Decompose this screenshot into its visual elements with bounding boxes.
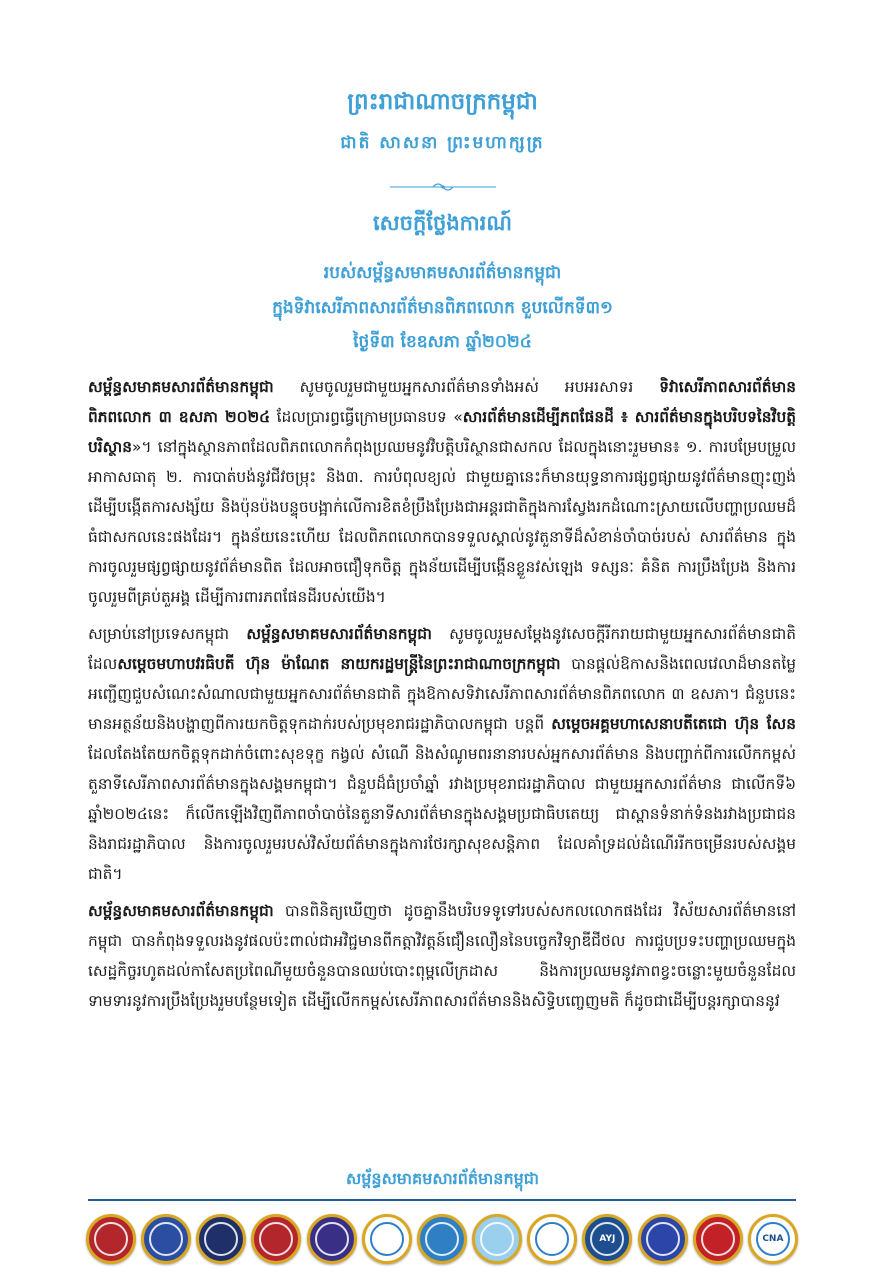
paragraph-2 (88, 619, 796, 889)
member-logo-icon (527, 1214, 577, 1264)
national-motto: ជាតិ សាសនា ព្រះមហាក្សត្រ (340, 133, 545, 153)
bold-org-name: សម្ព័ន្ធសមាគមសារព័ត៌មានកម្ពុជា (88, 378, 274, 396)
kingdom-heading: ព្រះរាជាណាចក្រកម្ពុជា (347, 89, 538, 115)
member-logo-icon (417, 1214, 467, 1264)
statement-date: ថ្ងៃទី៣ ខែឧសភា ឆ្នាំ២០២៤ (353, 332, 532, 352)
member-logo-icon (86, 1214, 136, 1264)
bold-prime-minister: សម្តេចមហាបវរធិបតី ហ៊ុន ម៉ាណែត នាយករដ្ឋមន្ត្រីនៃព្រះរាជាណាចក្រកម្ពុជា (117, 655, 561, 673)
paragraph-text: សូមចូលរួមសម្តែងនូវសេចក្តីរីករាយជាមួយអ្នកសារព័ត៌មានជាតិ ដែល (88, 625, 796, 673)
paragraph-text: បានពិនិត្យឃើញថា ដូចគ្នានឹងបរិបទទូទៅរបស់សកលលោកផងដែរ វិស័យសារព័ត៌មាននៅកម្ពុជា បានកំពុងទទួលរងនូវផលប៉ះពាល់ជាអវិជ្ជមានពីកត្តាវិវត្តន៍ជឿនលឿននៃបច្ចេកវិទ្យាឌីជីថល ការជួបប្រទះបញ្ហាប្រឈមក្នុងសេដ្ឋកិច្ចរហូតដល់កាសែតប្រពៃណីមួយចំនួនបានឈប់បោះពុម្ពលើក្រដាស និងការប្រឈមនូវភាពខ្វះចន្លោះមួយចំនួនដែលទាមទារនូវការប្រឹងប្រែងរួមបន្ថែមទៀត ដើម្បីលើកកម្ពស់សេរីភាពសារព័ត៌មាននិងសិទ្ធិបញ្ចេញមតិ ក៏ដូចជាដើម្បីបន្តរក្សាបាននូវ (88, 902, 796, 1010)
paragraph-text: ដែលប្រារព្ធធ្វើក្រោមប្រធានបទ « (270, 408, 463, 426)
member-logo-icon (196, 1214, 246, 1264)
bold-org-name: សម្ព័ន្ធសមាគមសារព័ត៌មានកម្ពុជា (246, 625, 432, 643)
member-logo-icon (472, 1214, 522, 1264)
logo-label: CNA (756, 1222, 790, 1256)
member-logo-icon (693, 1214, 743, 1264)
statement-body (88, 372, 796, 1023)
footer-divider (88, 1199, 796, 1201)
statement-title: សេចក្តីថ្លែងការណ៍ (373, 211, 512, 235)
paragraph-1 (88, 372, 796, 612)
member-logo-icon (251, 1214, 301, 1264)
paragraph-3 (88, 896, 796, 1016)
statement-subtitle-occasion: ក្នុងទិវាសេរីភាពសារព័ត៌មានពិភពលោក ខួបលើកទី៣១ (272, 298, 613, 318)
paragraph-text: បានផ្តល់ឱកាសនិងពេលវេលាដ៏មានតម្លៃ អញ្ជើញជួបសំណេះសំណាលជាមួយអ្នកសារព័ត៌មានជាតិ ក្នុងឱកាសទិវាសេរីភាពសារព័ត៌មានពិភពលោក ៣ ឧសភា។ ជំនួបនេះមានអត្ថន័យនិងបង្ហាញពីការយកចិត្តទុកដាក់របស់ប្រមុខរាជរដ្ឋាភិបាលកម្ពុជា បន្តពី (88, 655, 796, 733)
statement-subtitle-issuer: របស់សម្ព័ន្ធសមាគមសារព័ត៌មានកម្ពុជា (323, 263, 562, 283)
logo-label (315, 1222, 349, 1256)
member-logos (86, 1211, 798, 1267)
bold-event-name: ទិវាសេរីភាពសារព័ត៌មានពិភពលោក ៣ ឧសភា ២០២៤ (88, 378, 796, 426)
paragraph-text: »។ នៅក្នុងស្ថានភាពដែលពិភពលោកកំពុងប្រឈមនូវវិបត្តិបរិស្ថានជាសកល ដែលក្នុងនោះរួមមាន៖ ១. ការបម្រែបម្រួលអាកាសធាតុ ២. ការបាត់បង់នូវជីវចម្រុះ និង៣. ការបំពុលខ្យល់ ជាមួយគ្នានេះក៏មានយុទ្ធនាការផ្សព្វផ្សាយនូវព័ត៌មានញុះញង់ ដើម្បីបង្កើតការសង្ស័យ និងប៉ុនប៉ងបន្ទុចបង្អាក់លើការខិតខំប្រឹងប្រែងជាអន្តរជាតិក្នុងការស្វែងរកដំណោះស្រាយលើបញ្ហាប្រឈមដ៏ធំជាសកលនេះផងដែរ។ ក្នុងន័យនេះហើយ ដែលពិភពលោកបានទទួលស្គាល់នូវតួនាទីដ៏សំខាន់ចាំបាច់របស់ សារព័ត៌មាន ក្នុងការចូលរួមផ្សព្វផ្សាយនូវព័ត៌មានពិត ដែលអាចជឿទុកចិត្ត ក្នុងន័យដើម្បីបង្កើនខ្លួនវស់ឡេង ទស្សនៈ គំនិត ការប្រឹងប្រែង និងការចូលរួមពីគ្រប់តួអង្គ ដើម្បីការពារភពផែនដីរបស់យើង។ (88, 438, 796, 606)
member-logo-icon (141, 1214, 191, 1264)
logo-label (370, 1222, 404, 1256)
member-logo-icon (362, 1214, 412, 1264)
logo-label (94, 1222, 128, 1256)
bold-theme: សារព័ត៌មានដើម្បីភពផែនដី ៖ សារព័ត៌មានក្នុងបរិបទនៃវិបត្តិបរិស្ថាន (88, 408, 796, 456)
logo-label (425, 1222, 459, 1256)
ornament-divider (0, 180, 885, 194)
paragraph-text: សម្រាប់នៅប្រទេសកម្ពុជា (88, 625, 247, 643)
footer-org-name: សម្ព័ន្ធសមាគមសារព័ត៌មានកម្ពុជា (346, 1169, 539, 1188)
logo-label (701, 1222, 735, 1256)
logo-label: AYJ (590, 1222, 624, 1256)
paragraph-text: សូមចូលរួមជាមួយអ្នកសារព័ត៌មានទាំងអស់ អបអរសាទរ (273, 378, 660, 396)
member-logo-icon (748, 1214, 798, 1264)
logo-label (149, 1222, 183, 1256)
logo-label (259, 1222, 293, 1256)
member-logo-icon (638, 1214, 688, 1264)
logo-label (535, 1222, 569, 1256)
logo-label (204, 1222, 238, 1256)
bold-org-name: សម្ព័ន្ធសមាគមសារព័ត៌មានកម្ពុជា (88, 902, 274, 920)
paragraph-text: ដែលតែងតែយកចិត្តទុកដាក់ចំពោះសុខទុក្ខ កង្វល់ សំណើ និងសំណូមពរនានារបស់អ្នកសារព័ត៌មាន និងបញ្ជាក់ពីការលើកកម្ពស់តួនាទីសេរីភាពសារព័ត៌មានក្នុងសង្គមកម្ពុជា។ ជំនួបដ៏ធំប្រចាំឆ្នាំ រវាងប្រមុខរាជរដ្ឋាភិបាល ជាមួយអ្នកសារព័ត៌មាន ជាលើកទី៦ ឆ្នាំ២០២៤នេះ ក៏លើកឡើងវិញពីភាពចាំបាច់នៃតួនាទីសារព័ត៌មានក្នុងសង្គមប្រជាធិបតេយ្យ ជាស្ពានទំនាក់ទំនងរវាងប្រជាជន និងរាជរដ្ឋាភិបាល និងការចូលរួមរបស់វិស័យព័ត៌មានក្នុងការថែរក្សាសុខសន្តិភាព ដែលគាំទ្រដល់ដំណើររីកចម្រើនរបស់សង្គមជាតិ។ (88, 745, 796, 883)
bold-samdech-name: សម្តេចអគ្គមហាសេនាបតីតេជោ ហ៊ុន សែន (551, 715, 796, 733)
member-logo-icon (582, 1214, 632, 1264)
logo-label (480, 1222, 514, 1256)
member-logo-icon (307, 1214, 357, 1264)
logo-label (646, 1222, 680, 1256)
